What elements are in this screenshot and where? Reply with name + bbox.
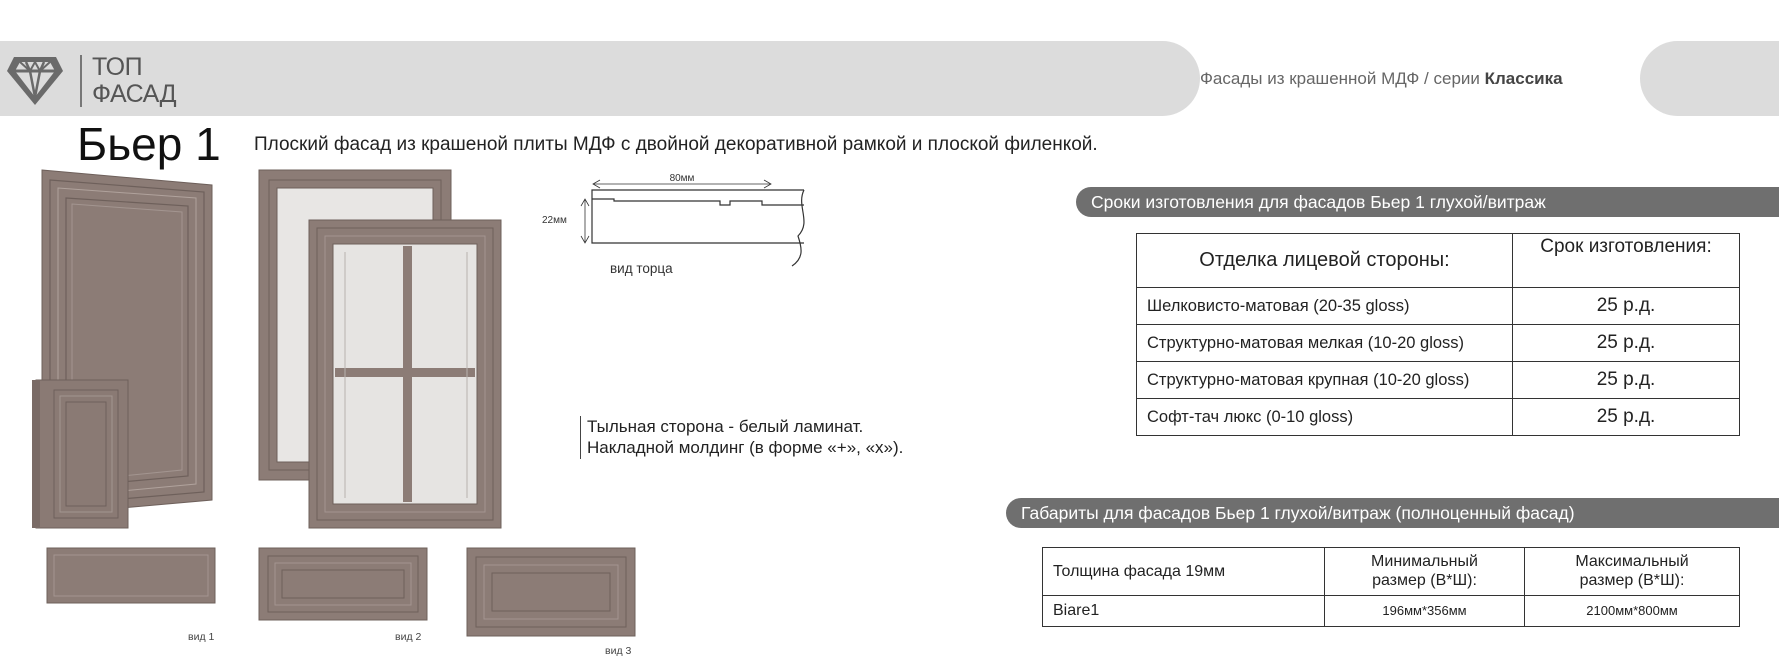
note-line-1: Тыльная сторона - белый ламинат. [587, 417, 864, 436]
note-line-2: Накладной молдинг (в форме «+», «х»). [587, 438, 904, 458]
view-3-caption: вид 3 [605, 645, 632, 657]
col-finish-header: Отделка лицевой стороны: [1137, 234, 1513, 288]
dimensions-header: Габариты для фасадов Бьер 1 глухой/витраж (полноценный фасад) [1006, 498, 1779, 528]
max-size-line-1: Максимальный [1575, 553, 1689, 571]
col-max-size-header [1525, 548, 1740, 596]
min-size-line-2: размер (В*Ш): [1372, 571, 1477, 589]
breadcrumb [1200, 69, 1563, 89]
table-row [1043, 596, 1740, 627]
edge-profile-drawing [540, 170, 815, 280]
min-size-line-1: Минимальный [1371, 553, 1478, 571]
header-band-right [1640, 41, 1779, 116]
breadcrumb-series: Классика [1484, 69, 1563, 88]
max-size-line-2: размер (В*Ш): [1579, 571, 1685, 589]
logo-text-bottom: ФАСАД [92, 80, 177, 108]
glass-door-illustration [255, 168, 505, 530]
logo-divider [80, 55, 82, 107]
term-cell: 25 р.д. [1513, 362, 1740, 399]
col-thickness-header: Толщина фасада 19мм [1043, 548, 1325, 596]
finish-cell: Структурно-матовая мелкая (10-20 gloss) [1137, 325, 1513, 362]
profile-width-label: 80мм [669, 173, 695, 184]
diamond-logo-icon [6, 53, 64, 107]
table-row [1137, 325, 1740, 362]
logo-text-top: ТОП [92, 53, 143, 81]
profile-caption: вид торца [610, 261, 673, 276]
drawer-front-view-3 [466, 547, 636, 639]
drawer-front-view-2 [258, 547, 428, 623]
table-header-row [1043, 548, 1740, 596]
min-size-cell: 196мм*356мм [1325, 596, 1525, 627]
product-description: Плоский фасад из крашеной плиты МДФ с двойной декоративной рамкой и плоской филенкой. [254, 134, 1098, 155]
tall-door-illustration [32, 168, 222, 530]
term-cell: 25 р.д. [1513, 288, 1740, 325]
finish-cell: Структурно-матовая крупная (10-20 gloss) [1137, 362, 1513, 399]
dimensions-table [1042, 547, 1740, 627]
term-cell: 25 р.д. [1513, 325, 1740, 362]
finish-cell: Софт-тач люкс (0-10 gloss) [1137, 399, 1513, 436]
profile-thickness-label: 22мм [542, 215, 567, 226]
model-name-cell: Biare1 [1043, 596, 1325, 627]
col-term-header: Срок изготовления: [1513, 234, 1740, 288]
breadcrumb-prefix: Фасады из крашенной МДФ / серии [1200, 69, 1485, 88]
production-terms-header: Сроки изготовления для фасадов Бьер 1 глухой/витраж [1076, 187, 1779, 217]
header-band [0, 41, 1200, 116]
production-terms-table [1136, 233, 1740, 436]
table-row [1137, 362, 1740, 399]
col-min-size-header [1325, 548, 1525, 596]
table-row [1137, 399, 1740, 436]
back-side-note [580, 416, 903, 459]
table-row [1137, 288, 1740, 325]
logo[interactable] [6, 51, 176, 111]
finish-cell: Шелковисто-матовая (20-35 gloss) [1137, 288, 1513, 325]
drawer-front-view-1 [46, 547, 216, 607]
view-2-caption: вид 2 [395, 631, 422, 643]
page-title: Бьер 1 [77, 118, 221, 170]
max-size-cell: 2100мм*800мм [1525, 596, 1740, 627]
table-header-row [1137, 234, 1740, 288]
term-cell: 25 р.д. [1513, 399, 1740, 436]
view-1-caption: вид 1 [188, 631, 215, 643]
